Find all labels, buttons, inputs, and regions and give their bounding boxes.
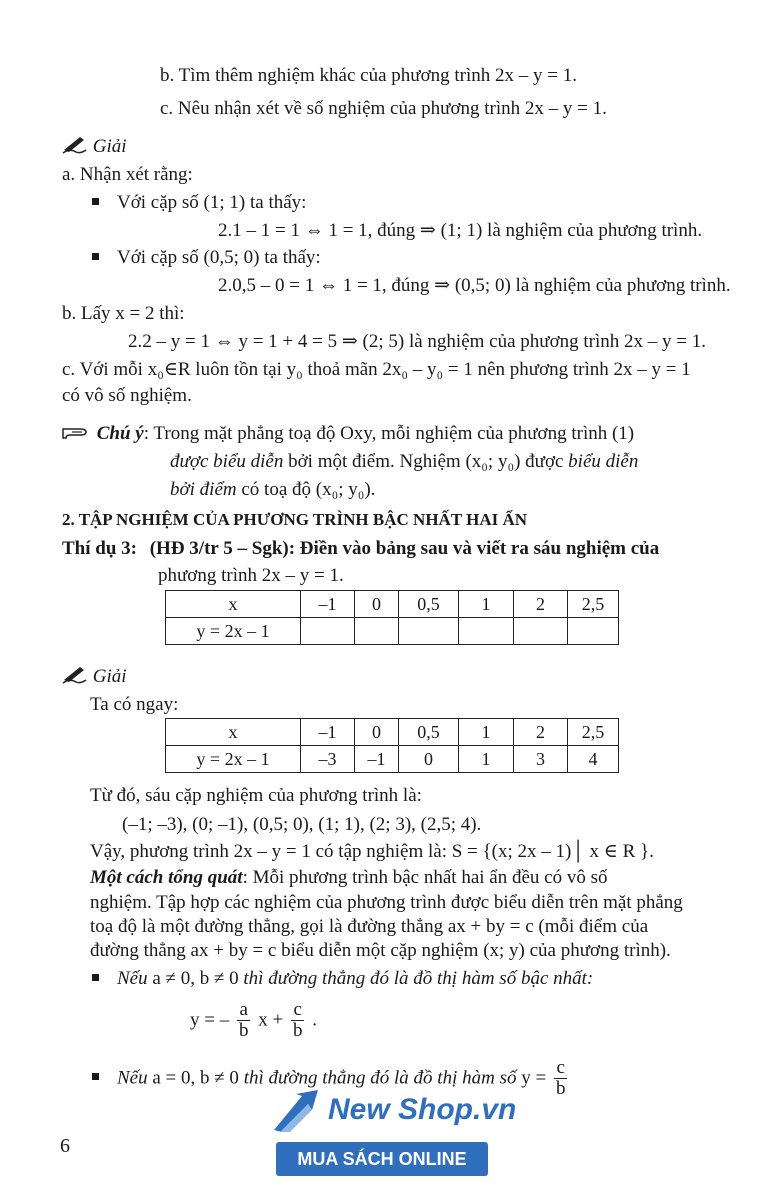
table-cell: 0 <box>355 591 399 618</box>
case-1: Nếu a ≠ 0, b ≠ 0 thì đường thẳng đó là đồ thị hàm số bậc nhất: <box>92 967 593 991</box>
solution-label: Giải <box>92 665 127 687</box>
table-cell: y = 2x – 1 <box>166 746 301 773</box>
table-cell: 1 <box>459 746 514 773</box>
ta-co-ngay: Ta có ngay: <box>90 694 179 715</box>
general-line-2: nghiệm. Tập hợp các nghiệm của phương trình được biểu diễn trên mặt phẳng <box>90 892 683 913</box>
table-cell: y = 2x – 1 <box>166 618 301 645</box>
newshop-brand: New Shop.vn <box>328 1093 517 1126</box>
table-cell <box>514 618 568 645</box>
fraction-c-over-b: $\frac{c}{b}$ <box>292 999 303 1041</box>
table-cell: x <box>166 719 301 746</box>
table-row <box>166 618 619 645</box>
square-bullet-icon <box>92 1073 99 1080</box>
table-row <box>166 719 619 746</box>
table-cell: 0,5 <box>399 719 459 746</box>
table-cell: 2,5 <box>568 591 619 618</box>
case-1-formula: y = – $\frac{a}{b}$ x + $\frac{c}{b}$ . <box>190 999 317 1041</box>
table-cell: 1 <box>459 591 514 618</box>
part-b-label: b. Lấy x = 2 thì: <box>62 303 185 324</box>
newshop-arrow-icon <box>272 1090 332 1132</box>
solution-label: Giải <box>92 135 127 157</box>
table-cell: 1 <box>459 719 514 746</box>
square-bullet-icon <box>92 253 99 260</box>
note-label: Chú ý <box>96 423 144 444</box>
table-cell: 4 <box>568 746 619 773</box>
table-row <box>166 591 619 618</box>
part-c-line-2: có vô số nghiệm. <box>62 385 192 406</box>
bullet-pair-1: Với cặp số (1; 1) ta thấy: <box>92 191 306 215</box>
task-c: c. Nêu nhận xét về số nghiệm của phương trình 2x – y = 1. <box>160 98 607 119</box>
general-line-3: toạ độ là một đường thẳng, gọi là đường thẳng ax + by = c (mỗi điểm của <box>90 916 649 937</box>
table-cell <box>301 618 355 645</box>
general-line-1: Một cách tổng quát: Mỗi phương trình bậc nhất hai ẩn đều có vô số <box>90 867 608 888</box>
pair-2-equation: 2.0,5 – 0 = 1 ⇔ 1 = 1, đúng ⇒ (0,5; 0) là nghiệm của phương trình. <box>218 275 731 296</box>
table-cell: 0 <box>355 719 399 746</box>
table-cell <box>459 618 514 645</box>
solution-set: Vậy, phương trình 2x – y = 1 có tập nghiệm là: S = {(x; 2x – 1)│ x ∈ R }. <box>90 841 654 862</box>
fraction-c-over-b-2: $\frac{c}{b}$ <box>555 1057 566 1099</box>
table-cell <box>568 618 619 645</box>
fraction-a-over-b: $\frac{a}{b}$ <box>238 999 249 1041</box>
note-line-3: bởi điểm có toạ độ (x₀; y₀). <box>170 479 376 500</box>
six-pairs-intro: Từ đó, sáu cặp nghiệm của phương trình là: <box>90 785 422 806</box>
bullet-pair-2: Với cặp số (0,5; 0) ta thấy: <box>92 246 321 270</box>
example-3-line-1: Thí dụ 3: (HĐ 3/tr 5 – Sgk): Điền vào bảng sau và viết ra sáu nghiệm của <box>62 538 660 559</box>
note-line-1: Chú ý: Trong mặt phẳng toạ độ Oxy, mỗi nghiệm của phương trình (1) <box>62 422 634 447</box>
value-table-filled <box>165 718 619 773</box>
value-table-empty <box>165 590 619 645</box>
table-cell <box>399 618 459 645</box>
table-cell <box>355 618 399 645</box>
table-cell: 3 <box>514 746 568 773</box>
table-cell: x <box>166 591 301 618</box>
note-line-2: được biểu diễn bởi một điểm. Nghiệm (x₀; y₀) được biểu diễn <box>170 451 639 472</box>
pen-writing-icon <box>62 134 88 161</box>
square-bullet-icon <box>92 198 99 205</box>
newshop-logo <box>272 1090 517 1130</box>
square-bullet-icon <box>92 974 99 981</box>
general-line-4: đường thẳng ax + by = c biểu diễn một cặp nghiệm (x; y) của phương trình). <box>90 940 671 961</box>
table-cell: –1 <box>301 719 355 746</box>
solution-heading-1 <box>62 134 127 161</box>
part-c-line-1: c. Với mỗi x₀∈R luôn tồn tại y₀ thoả mãn 2x₀ – y₀ = 1 nên phương trình 2x – y = 1 <box>62 359 691 380</box>
pen-writing-icon <box>62 664 88 691</box>
six-pairs-list: (–1; –3), (0; –1), (0,5; 0), (1; 1), (2; 3), (2,5; 4). <box>122 814 482 835</box>
pair-1-equation: 2.1 – 1 = 1 ⇔ 1 = 1, đúng ⇒ (1; 1) là nghiệm của phương trình. <box>218 220 703 241</box>
part-a-label: a. Nhận xét rằng: <box>62 164 193 185</box>
page-number: 6 <box>60 1135 70 1157</box>
task-b: b. Tìm thêm nghiệm khác của phương trình 2x – y = 1. <box>160 65 577 86</box>
case-2: Nếu a = 0, b ≠ 0 thì đường thẳng đó là đồ thị hàm số y = $\frac{c}{b}$ <box>92 1058 570 1099</box>
table-row <box>166 746 619 773</box>
table-cell: 0 <box>399 746 459 773</box>
example-3-line-2: phương trình 2x – y = 1. <box>158 565 344 586</box>
section-2-heading: 2. TẬP NGHIỆM CỦA PHƯƠNG TRÌNH BẬC NHẤT HAI ẨN <box>62 510 528 529</box>
pointing-hand-icon <box>62 423 92 447</box>
table-cell: 0,5 <box>399 591 459 618</box>
table-cell: –1 <box>301 591 355 618</box>
part-b-equation: 2.2 – y = 1 ⇔ y = 1 + 4 = 5 ⇒ (2; 5) là nghiệm của phương trình 2x – y = 1. <box>128 331 706 352</box>
table-cell: –3 <box>301 746 355 773</box>
table-cell: 2 <box>514 591 568 618</box>
solution-heading-2 <box>62 664 127 691</box>
table-cell: 2 <box>514 719 568 746</box>
buy-books-online-banner: MUA SÁCH ONLINE <box>276 1142 488 1176</box>
table-cell: 2,5 <box>568 719 619 746</box>
table-cell: –1 <box>355 746 399 773</box>
